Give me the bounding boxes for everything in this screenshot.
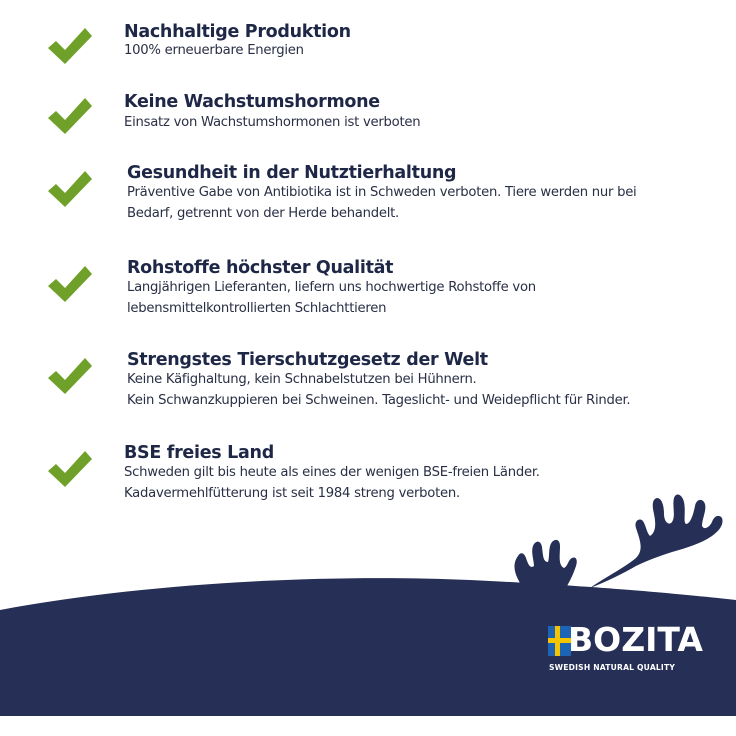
checkmark-icon [46,26,94,70]
checkmark-icon [46,356,94,400]
benefit-title: Gesundheit in der Nutztierhaltung [127,163,457,183]
benefit-desc-line: Einsatz von Wachstumshormonen ist verboten [124,115,421,130]
benefit-desc-line: Kadavermehlfütterung ist seit 1984 streng verboten. [124,486,460,501]
benefit-desc-line: Kein Schwanzkuppieren bei Schweinen. Tageslicht- und Weidepflicht für Rinder. [127,393,631,408]
checkmark-icon [46,169,94,213]
benefit-title: BSE freies Land [124,443,274,463]
brand-tagline: SWEDISH NATURAL QUALITY [549,663,676,672]
benefit-desc-line: Bedarf, getrennt von der Herde behandelt. [127,206,399,221]
benefit-desc-line: lebensmittelkontrollierten Schlachttieren [127,301,387,316]
benefit-title: Nachhaltige Produktion [124,22,351,42]
benefit-desc-line: Keine Käfighaltung, kein Schnabelstutzen bei Hühnern. [127,372,477,387]
benefit-title: Rohstoffe höchster Qualität [127,258,394,278]
benefit-desc-line: Langjährigen Lieferanten, liefern uns hochwertige Rohstoffe von [127,280,536,295]
benefit-desc-line: 100% erneuerbare Energien [124,43,304,58]
brand-name: BOZITA [568,620,703,659]
benefit-title: Keine Wachstumshormone [124,92,380,112]
benefit-title: Strengstes Tierschutzgesetz der Welt [127,350,488,370]
checkmark-icon [46,96,94,140]
brand-logo [548,620,703,680]
benefit-desc-line: Schweden gilt bis heute als eines der wenigen BSE-freien Länder. [124,465,540,480]
benefit-desc-line: Präventive Gabe von Antibiotika ist in Schweden verboten. Tiere werden nur bei [127,185,637,200]
bottom-margin [0,716,736,736]
checkmark-icon [46,264,94,308]
